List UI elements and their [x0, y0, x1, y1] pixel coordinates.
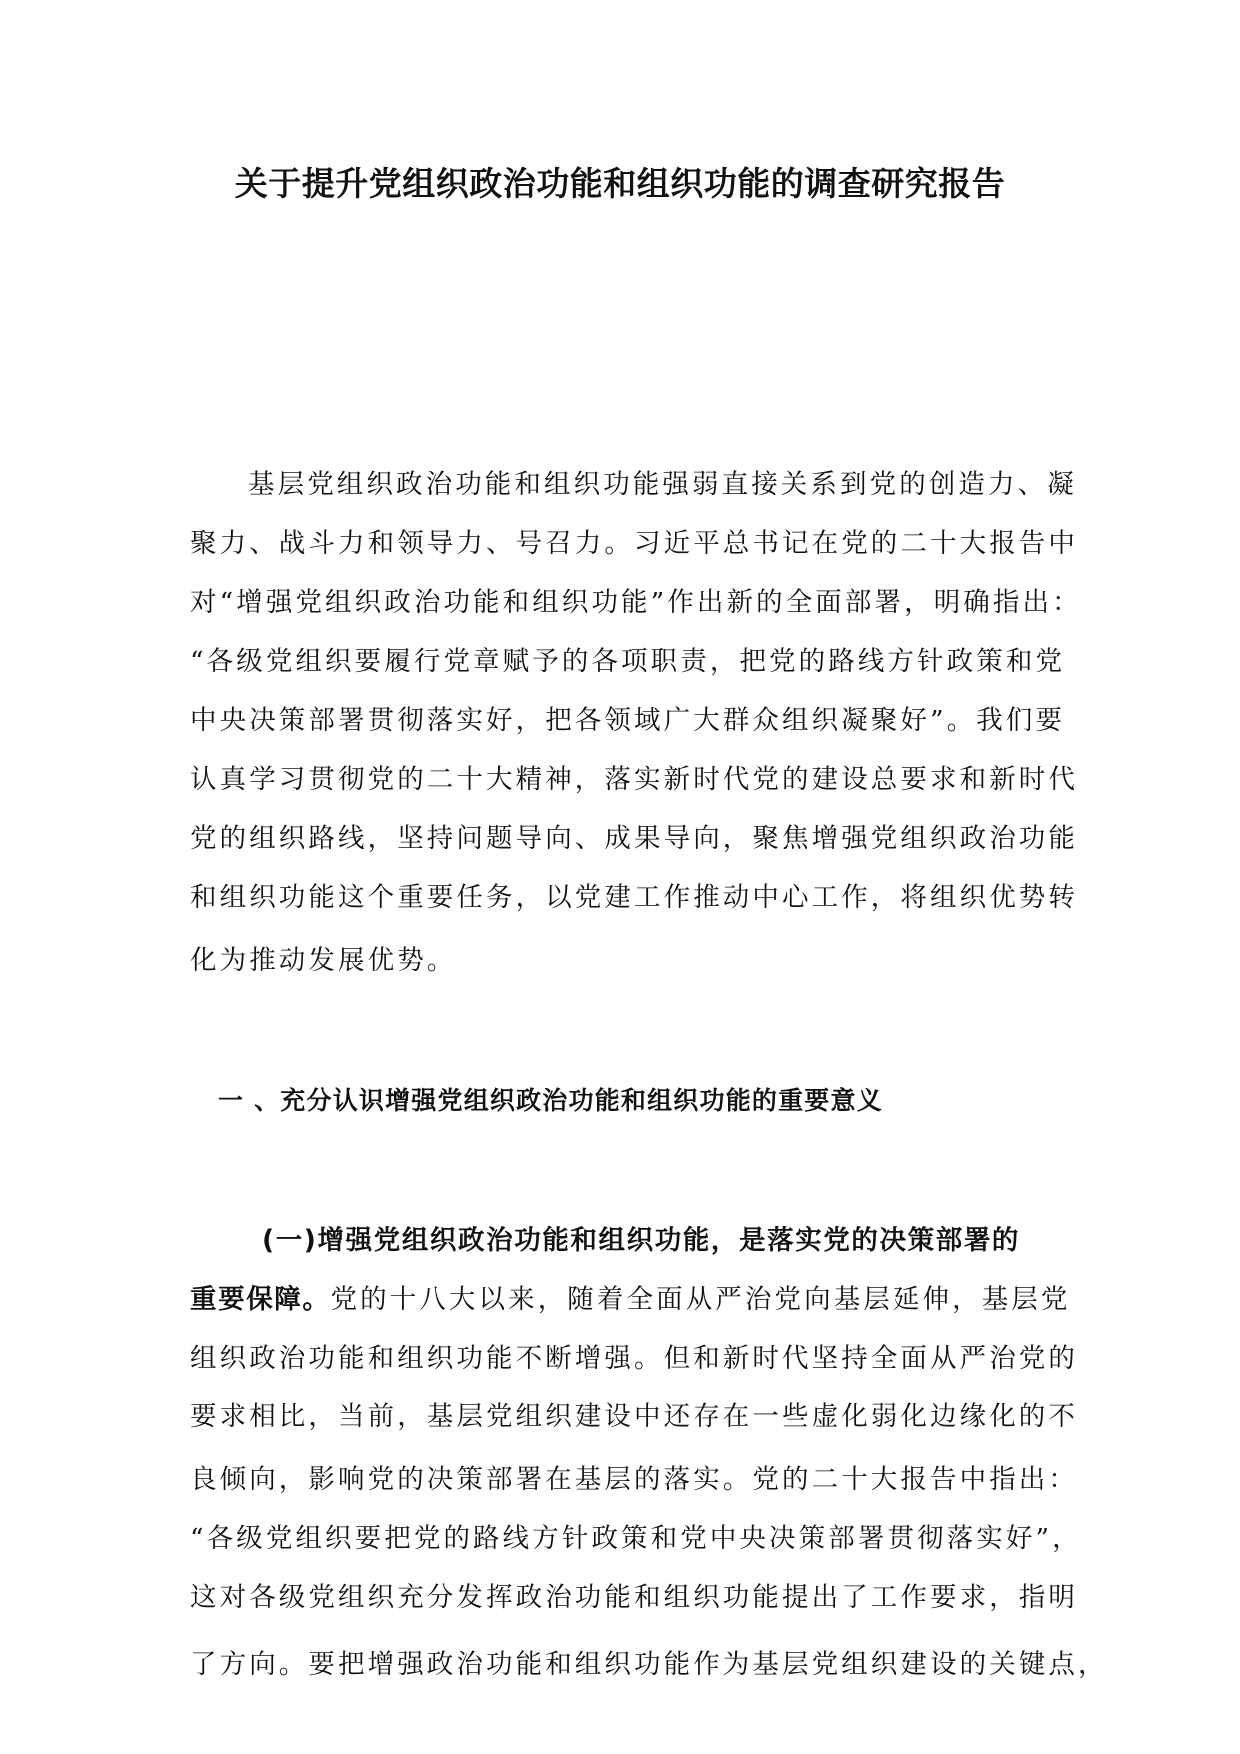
intro-line: “各级党组织要履行党章赋予的各项职责，把党的路线方针政策和党 — [190, 646, 1066, 677]
subsection-line: “各级党组织要把党的路线方针政策和党中央决策部署贯彻落实好”， — [190, 1523, 1082, 1554]
intro-line: 聚力、战斗力和领导力、号召力。习近平总书记在党的二十大报告中 — [190, 528, 1078, 559]
subsection-line: 要求相比，当前，基层党组织建设中还存在一些虚化弱化边缘化的不 — [190, 1401, 1078, 1432]
intro-line: 化为推动发展优势。 — [190, 945, 457, 976]
section-heading: 一 、充分认识增强党组织政治功能和组织功能的重要意义 — [218, 1086, 883, 1115]
intro-line: 党的组织路线，坚持问题导向、成果导向，聚焦增强党组织政治功能 — [190, 823, 1078, 854]
subsection-heading-end: 重要保障。 — [190, 1284, 331, 1315]
intro-line: 基层党组织政治功能和组织功能强弱直接关系到党的创造力、凝 — [248, 469, 1077, 500]
intro-line: 中央决策部署贯彻落实好，把各领域广大群众组织凝聚好”。我们要 — [190, 705, 1066, 736]
subsection-line: 良倾向，影响党的决策部署在基层的落实。党的二十大报告中指出： — [190, 1464, 1078, 1495]
intro-line: 认真学习贯彻党的二十大精神，落实新时代党的建设总要求和新时代 — [190, 764, 1078, 795]
document-title: 关于提升党组织政治功能和组织功能的调查研究报告 — [234, 164, 1006, 203]
subsection-text: 党的十八大以来，随着全面从严治党向基层延伸，基层党 — [330, 1284, 1071, 1315]
subsection-line: 了方向。要把增强政治功能和组织功能作为基层党组织建设的关键点， — [190, 1649, 1108, 1680]
intro-line: 和组织功能这个重要任务，以党建工作推动中心工作，将组织优势转 — [190, 882, 1078, 913]
subsection-heading: (一)增强党组织政治功能和组织功能，是落实党的决策部署的 — [262, 1225, 1021, 1256]
subsection-line — [190, 1283, 1071, 1317]
subsection-line: 这对各级党组织充分发挥政治功能和组织功能提出了工作要求，指明 — [190, 1582, 1078, 1613]
subsection-line — [262, 1224, 1020, 1258]
subsection-line: 组织政治功能和组织功能不断增强。但和新时代坚持全面从严治党的 — [190, 1343, 1078, 1374]
intro-line: 对“增强党组织政治功能和组织功能”作出新的全面部署，明确指出： — [190, 587, 1082, 618]
